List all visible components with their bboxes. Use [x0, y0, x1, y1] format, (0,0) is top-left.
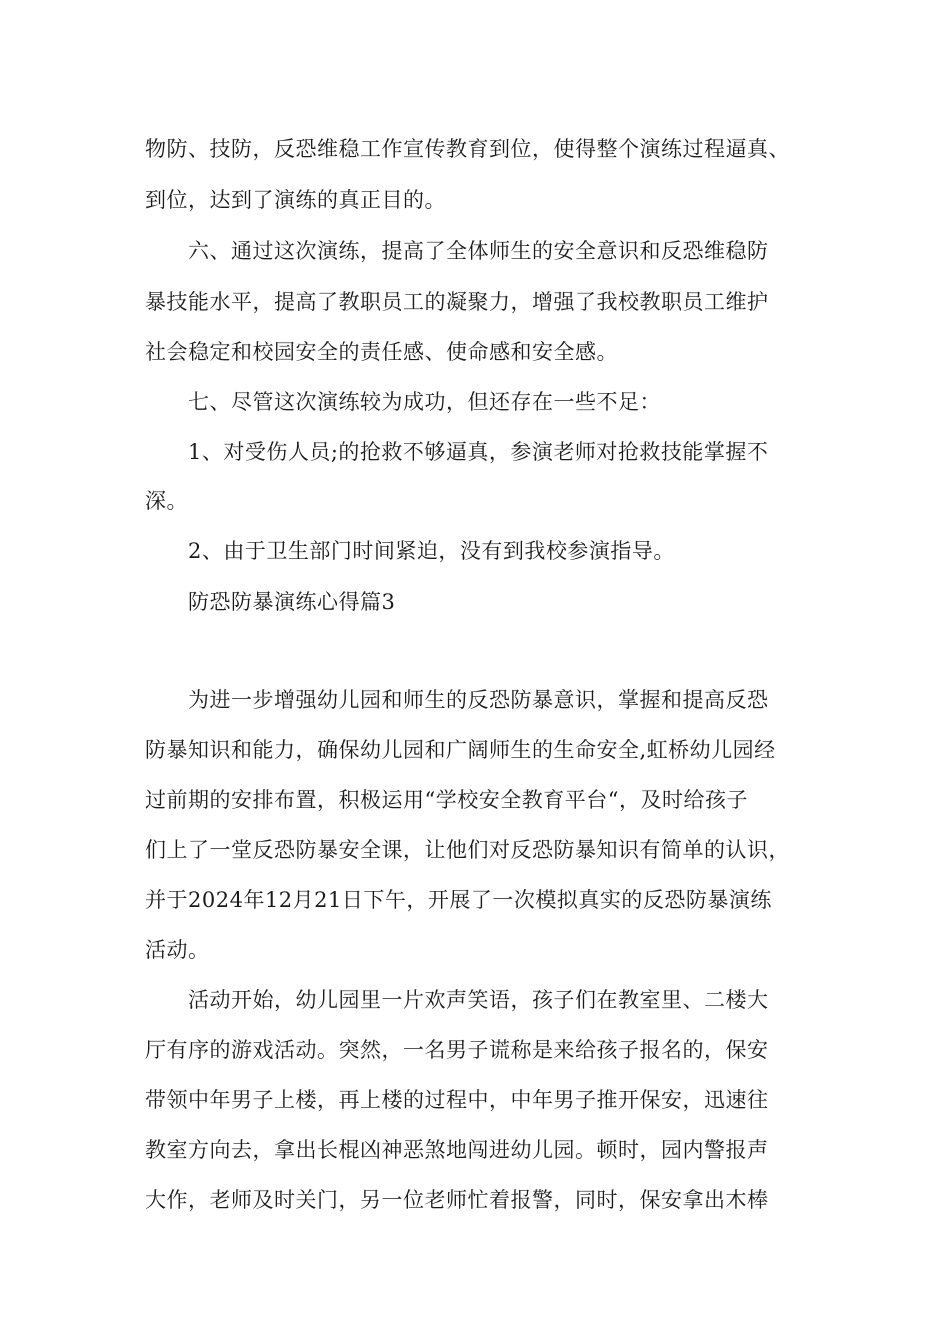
text-line: 七、尽管这次演练较为成功，但还存在一些不足： — [188, 390, 661, 414]
text-line: 厅有序的游戏活动。突然，一名男子谎称是来给孩子报名的，保安 — [145, 1038, 769, 1062]
text-line: 深。 — [145, 489, 188, 513]
text-line: 到位，达到了演练的真正目的。 — [145, 188, 446, 212]
text-line: 过前期的安排布置，积极运用“学校安全教育平台“，及时给孩子 — [145, 788, 748, 812]
text-line: 为进一步增强幼儿园和师生的反恐防暴意识，掌握和提高反恐 — [188, 688, 769, 712]
text-line: 1、对受伤人员;的抢救不够逼真，参演老师对抢救技能掌握不 — [188, 440, 769, 464]
text-line: 暴技能水平，提高了教职员工的凝聚力，增强了我校教职员工维护 — [145, 290, 769, 314]
text-line: 防暴知识和能力，确保幼儿园和广阔师生的生命安全,虹桥幼儿园经 — [145, 738, 776, 762]
text-line: 物防、技防，反恐维稳工作宣传教育到位，使得整个演练过程逼真、 — [145, 137, 790, 161]
text-line: 活动。 — [145, 938, 210, 962]
text-line: 们上了一堂反恐防暴安全课，让他们对反恐防暴知识有简单的认识， — [145, 838, 790, 862]
text-line: 教室方向去，拿出长棍凶神恶煞地闯进幼儿园。顿时，园内警报声 — [145, 1138, 769, 1162]
section-heading: 防恐防暴演练心得篇3 — [188, 590, 396, 614]
text-line: 带领中年男子上楼，再上楼的过程中，中年男子推开保安，迅速往 — [145, 1088, 769, 1112]
text-line: 社会稳定和校园安全的责任感、使命感和安全感。 — [145, 340, 618, 364]
text-line: 大作，老师及时关门，另一位老师忙着报警，同时，保安拿出木棒 — [145, 1188, 769, 1212]
text-line: 活动开始，幼儿园里一片欢声笑语，孩子们在教室里、二楼大 — [188, 988, 769, 1012]
text-line: 2、由于卫生部门时间紧迫，没有到我校参演指导。 — [188, 539, 675, 563]
text-line: 并于2024年12月21日下午，开展了一次模拟真实的反恐防暴演练 — [145, 888, 772, 912]
text-line: 六、通过这次演练，提高了全体师生的安全意识和反恐维稳防 — [188, 239, 769, 263]
